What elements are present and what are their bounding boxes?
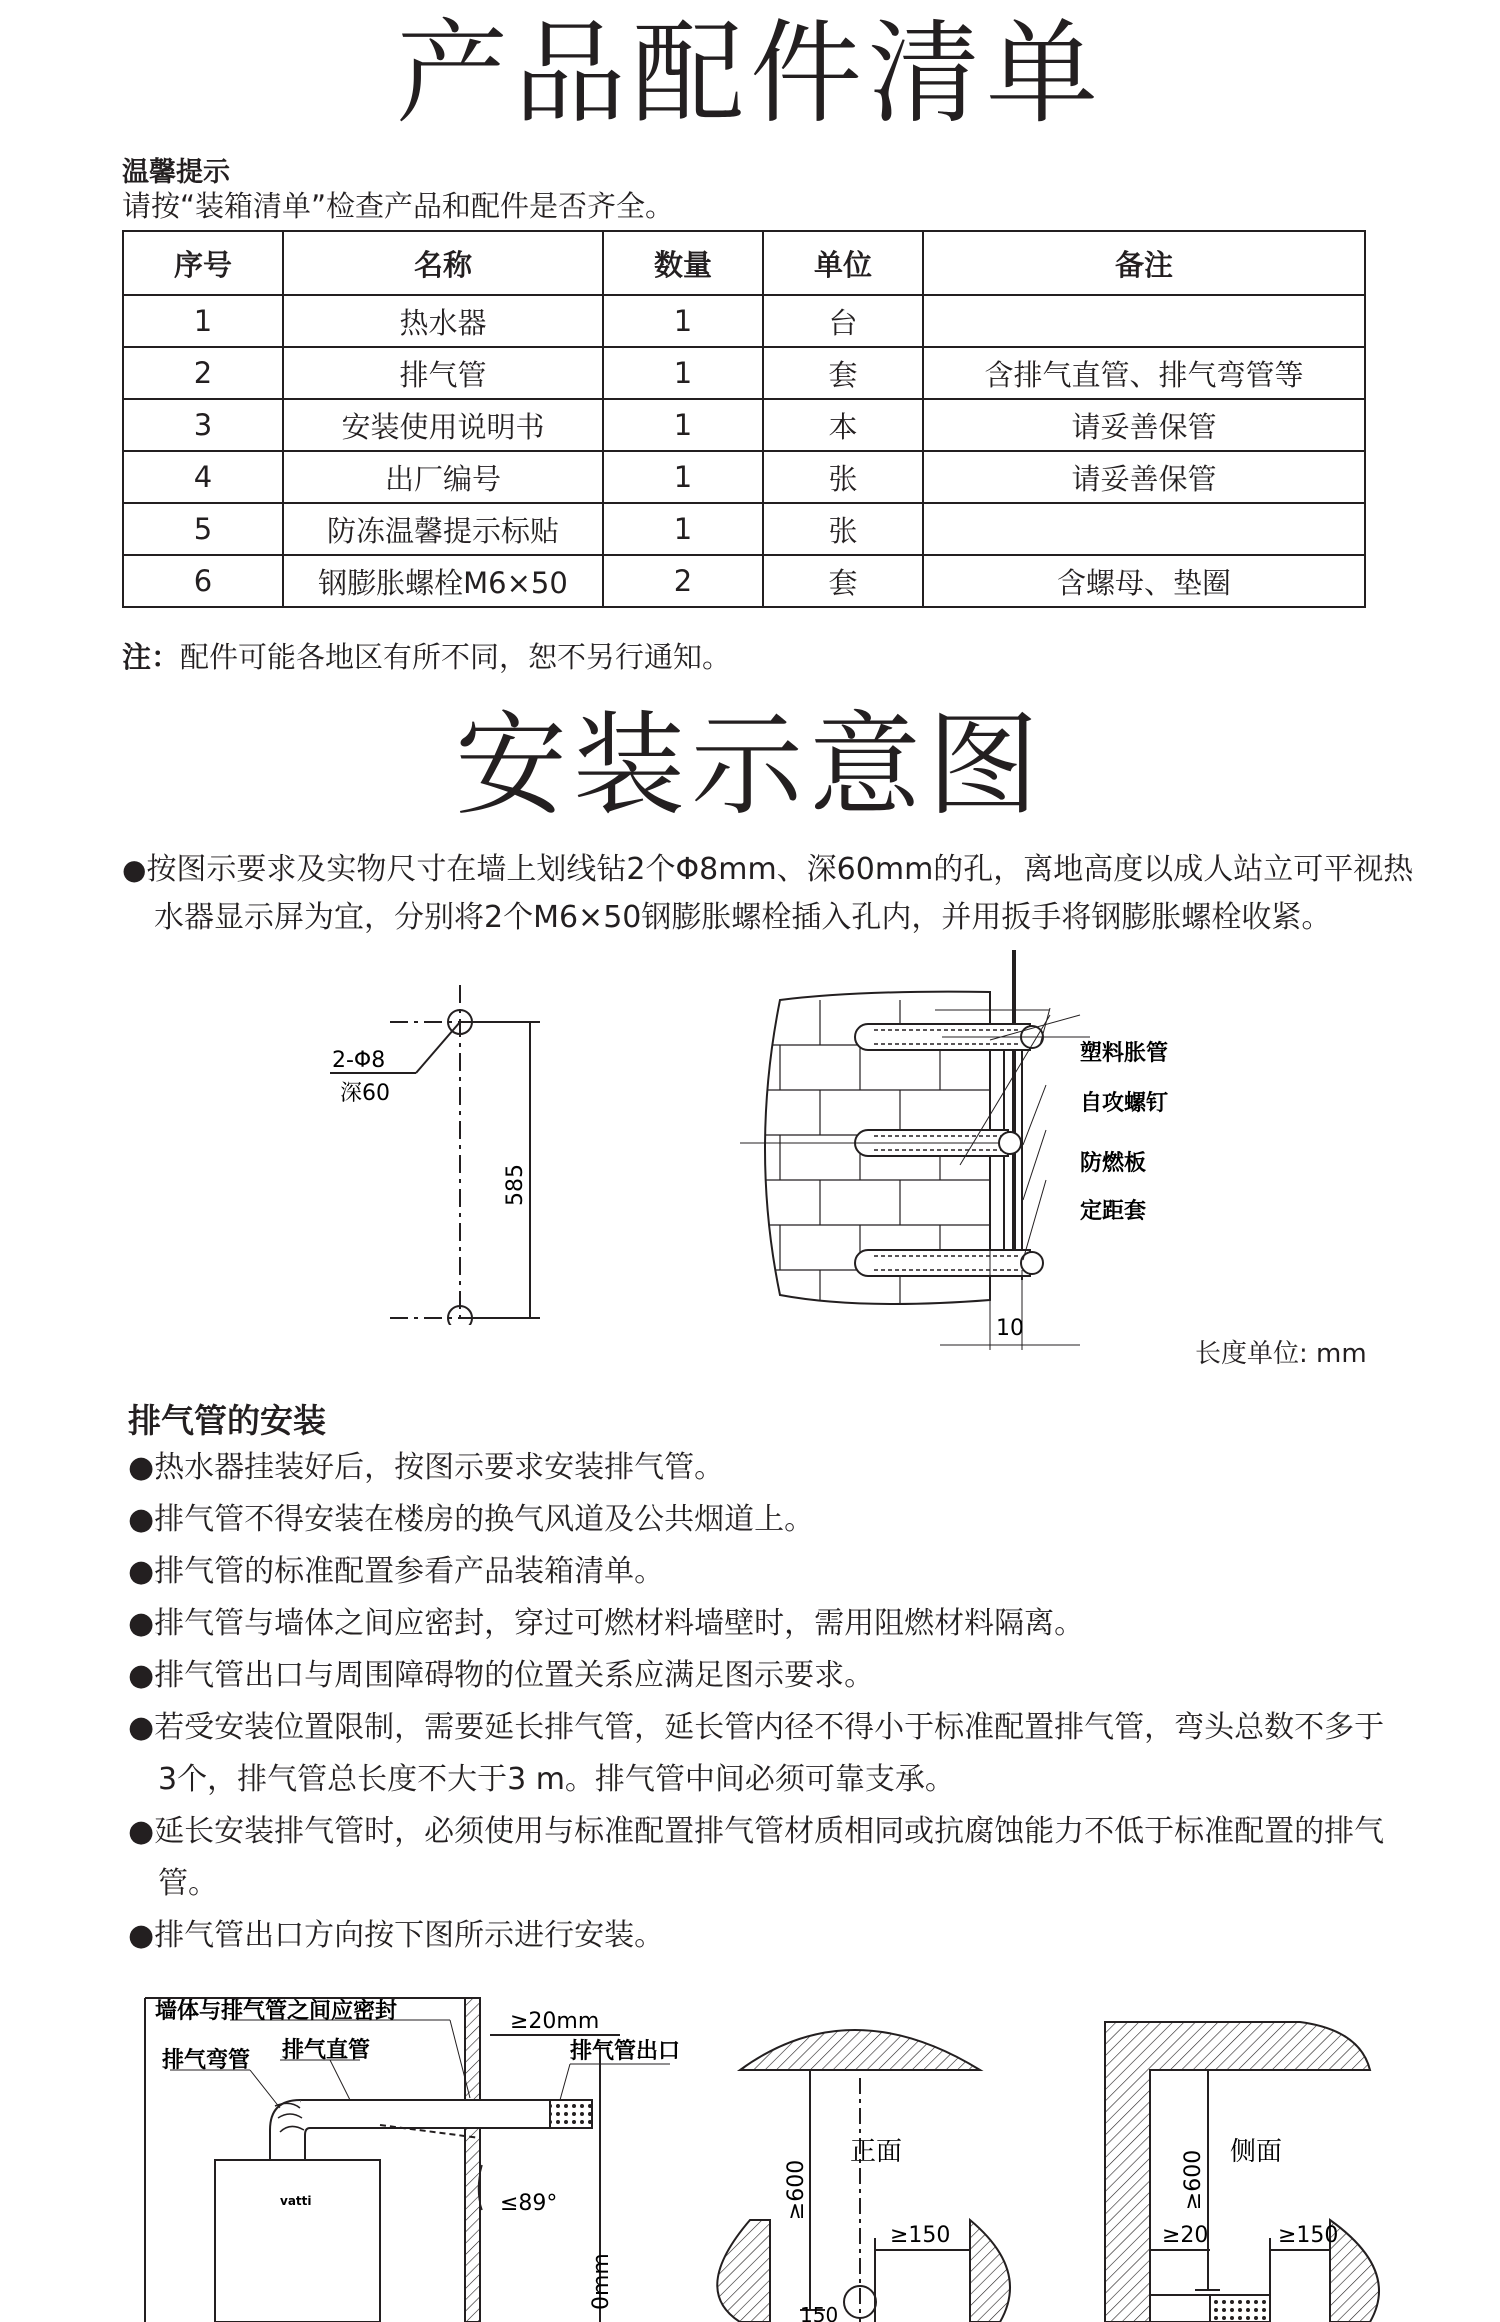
- exhaust-install-diagram: [130, 1990, 690, 2322]
- bullet-icon: ●: [128, 1658, 155, 1693]
- bullet-icon: ●: [128, 1710, 155, 1745]
- table-cell: 热水器: [283, 295, 603, 347]
- hole-spacing-diagram: [300, 985, 560, 1325]
- brand-logo: vatti: [280, 2194, 312, 2208]
- list-item-text: 热水器挂装好后，按图示要求安装排气管。: [154, 1450, 725, 1485]
- bullet-icon: ●: [128, 1606, 155, 1641]
- table-cell: 张: [763, 451, 923, 503]
- table-cell: 套: [763, 555, 923, 607]
- list-item: [128, 1806, 1388, 1910]
- elbow-label: 排气弯管: [162, 2048, 251, 2073]
- list-item: [128, 1702, 1388, 1806]
- install-text: 按图示要求及实物尺寸在墙上划线钻2个Φ8mm、深60mm的孔，离地高度以成人站立可平视热水器显示屏为宜，分别将2个M6×50钢膨胀螺栓插入孔内，并用扳手将钢膨胀螺栓收紧。: [146, 852, 1414, 935]
- table-cell: 本: [763, 399, 923, 451]
- install-instructions: [122, 846, 1424, 942]
- header-cell: 名称: [283, 231, 603, 295]
- mm-label: 0mm: [589, 2253, 614, 2310]
- table-cell: 2: [603, 555, 763, 607]
- list-item: [128, 1598, 1388, 1650]
- side-600-label: ≥600: [1181, 2149, 1206, 2211]
- table-cell: 出厂编号: [283, 451, 603, 503]
- front-clearance-diagram: [700, 2010, 1030, 2322]
- front-150b-label: 150: [800, 2303, 839, 2322]
- table-cell: 台: [763, 295, 923, 347]
- list-item: [128, 1650, 1388, 1702]
- table-header-row: [123, 231, 1365, 295]
- table-cell: 1: [603, 347, 763, 399]
- table-cell: 防冻温馨提示标贴: [283, 503, 603, 555]
- label-spacer: 定距套: [1080, 1199, 1147, 1224]
- label-plastic-anchor: 塑料胀管: [1080, 1041, 1169, 1066]
- table-row: [123, 503, 1365, 555]
- table-row: [123, 347, 1365, 399]
- install-title: 安装示意图: [455, 701, 1045, 831]
- exhaust-list: [128, 1442, 1388, 1962]
- parts-table: [122, 230, 1366, 608]
- hole-label: 2-Φ8: [332, 1048, 386, 1073]
- tip-text: 请按“装箱清单”检查产品和配件是否齐全。: [122, 189, 675, 223]
- header-cell: 数量: [603, 231, 763, 295]
- bullet-icon: ●: [128, 1502, 155, 1537]
- bullet-icon: ●: [128, 1814, 155, 1849]
- list-item-text: 排气管不得安装在楼房的换气风道及公共烟道上。: [154, 1502, 815, 1537]
- table-cell: [923, 503, 1365, 555]
- header-cell: 单位: [763, 231, 923, 295]
- list-item: [128, 1546, 1388, 1598]
- side-clearance-diagram: [1060, 2010, 1400, 2322]
- front-label: 正面: [850, 2137, 903, 2167]
- anchor-section-diagram: [740, 950, 1220, 1370]
- bullet-icon: ●: [128, 1450, 155, 1485]
- header-cell: 序号: [123, 231, 283, 295]
- side-150-label: ≥150: [1278, 2223, 1339, 2248]
- angle-label: ≤89°: [500, 2191, 558, 2216]
- table-cell: 请妥善保管: [923, 451, 1365, 503]
- bullet-icon: ●: [122, 853, 147, 886]
- table-row: [123, 451, 1365, 503]
- tip-heading: 温馨提示: [122, 157, 230, 188]
- unit-note: 长度单位: mm: [1195, 1339, 1367, 1369]
- table-row: [123, 555, 1365, 607]
- list-item: [128, 1494, 1388, 1546]
- table-cell: 1: [603, 295, 763, 347]
- table-cell: 3: [123, 399, 283, 451]
- spacing-label: 585: [503, 1164, 528, 1206]
- table-cell: 排气管: [283, 347, 603, 399]
- front-150-label: ≥150: [890, 2223, 951, 2248]
- table-cell: 安装使用说明书: [283, 399, 603, 451]
- label-fire-board: 防燃板: [1080, 1151, 1147, 1176]
- table-cell: 1: [603, 399, 763, 451]
- table-row: [123, 399, 1365, 451]
- table-cell: 2: [123, 347, 283, 399]
- list-item-text: 排气管的标准配置参看产品装箱清单。: [154, 1554, 665, 1589]
- list-item-text: 若受安装位置限制，需要延长排气管，延长管内径不得小于标准配置排气管，弯头总数不多于3个，排气管总长度不大于3 m。排气管中间必须可靠支承。: [154, 1710, 1385, 1797]
- exhaust-heading: 排气管的安装: [128, 1401, 326, 1440]
- table-cell: [923, 295, 1365, 347]
- note: [122, 635, 731, 676]
- outlet-label: 排气管出口: [570, 2039, 681, 2064]
- list-item: [128, 1910, 1388, 1962]
- gap-label: 10: [996, 1316, 1024, 1341]
- list-item-text: 排气管与墙体之间应密封，穿过可燃材料墙壁时，需用阻燃材料隔离。: [154, 1606, 1085, 1641]
- side-label: 侧面: [1230, 2137, 1283, 2167]
- min-20mm-label: ≥20mm: [510, 2009, 600, 2034]
- seal-label: 墙体与排气管之间应密封: [155, 1999, 398, 2024]
- table-cell: 含排气直管、排气弯管等: [923, 347, 1365, 399]
- table-cell: 含螺母、垫圈: [923, 555, 1365, 607]
- table-cell: 张: [763, 503, 923, 555]
- table-cell: 1: [603, 503, 763, 555]
- list-item-text: 排气管出口与周围障碍物的位置关系应满足图示要求。: [154, 1658, 875, 1693]
- table-cell: 5: [123, 503, 283, 555]
- table-cell: 1: [603, 451, 763, 503]
- table-cell: 4: [123, 451, 283, 503]
- table-cell: 1: [123, 295, 283, 347]
- depth-label: 深60: [340, 1081, 390, 1106]
- straight-label: 排气直管: [282, 2038, 371, 2063]
- header-cell: 备注: [923, 231, 1365, 295]
- table-cell: 6: [123, 555, 283, 607]
- table-cell: 钢膨胀螺栓M6×50: [283, 555, 603, 607]
- note-prefix: 注：: [122, 640, 181, 674]
- list-item-text: 排气管出口方向按下图所示进行安装。: [154, 1918, 665, 1953]
- side-20-label: ≥20: [1162, 2223, 1209, 2248]
- list-item: [128, 1442, 1388, 1494]
- bullet-icon: ●: [128, 1918, 155, 1953]
- note-text: 配件可能各地区有所不同，恕不另行通知。: [180, 640, 732, 674]
- label-screw: 自攻螺钉: [1080, 1091, 1169, 1116]
- table-cell: 套: [763, 347, 923, 399]
- table-row: [123, 295, 1365, 347]
- parts-list-title: 产品配件清单: [396, 9, 1104, 139]
- table-cell: 请妥善保管: [923, 399, 1365, 451]
- list-item-text: 延长安装排气管时，必须使用与标准配置排气管材质相同或抗腐蚀能力不低于标准配置的排气管。: [154, 1814, 1385, 1901]
- front-600-label: ≥600: [784, 2159, 809, 2221]
- bullet-icon: ●: [128, 1554, 155, 1589]
